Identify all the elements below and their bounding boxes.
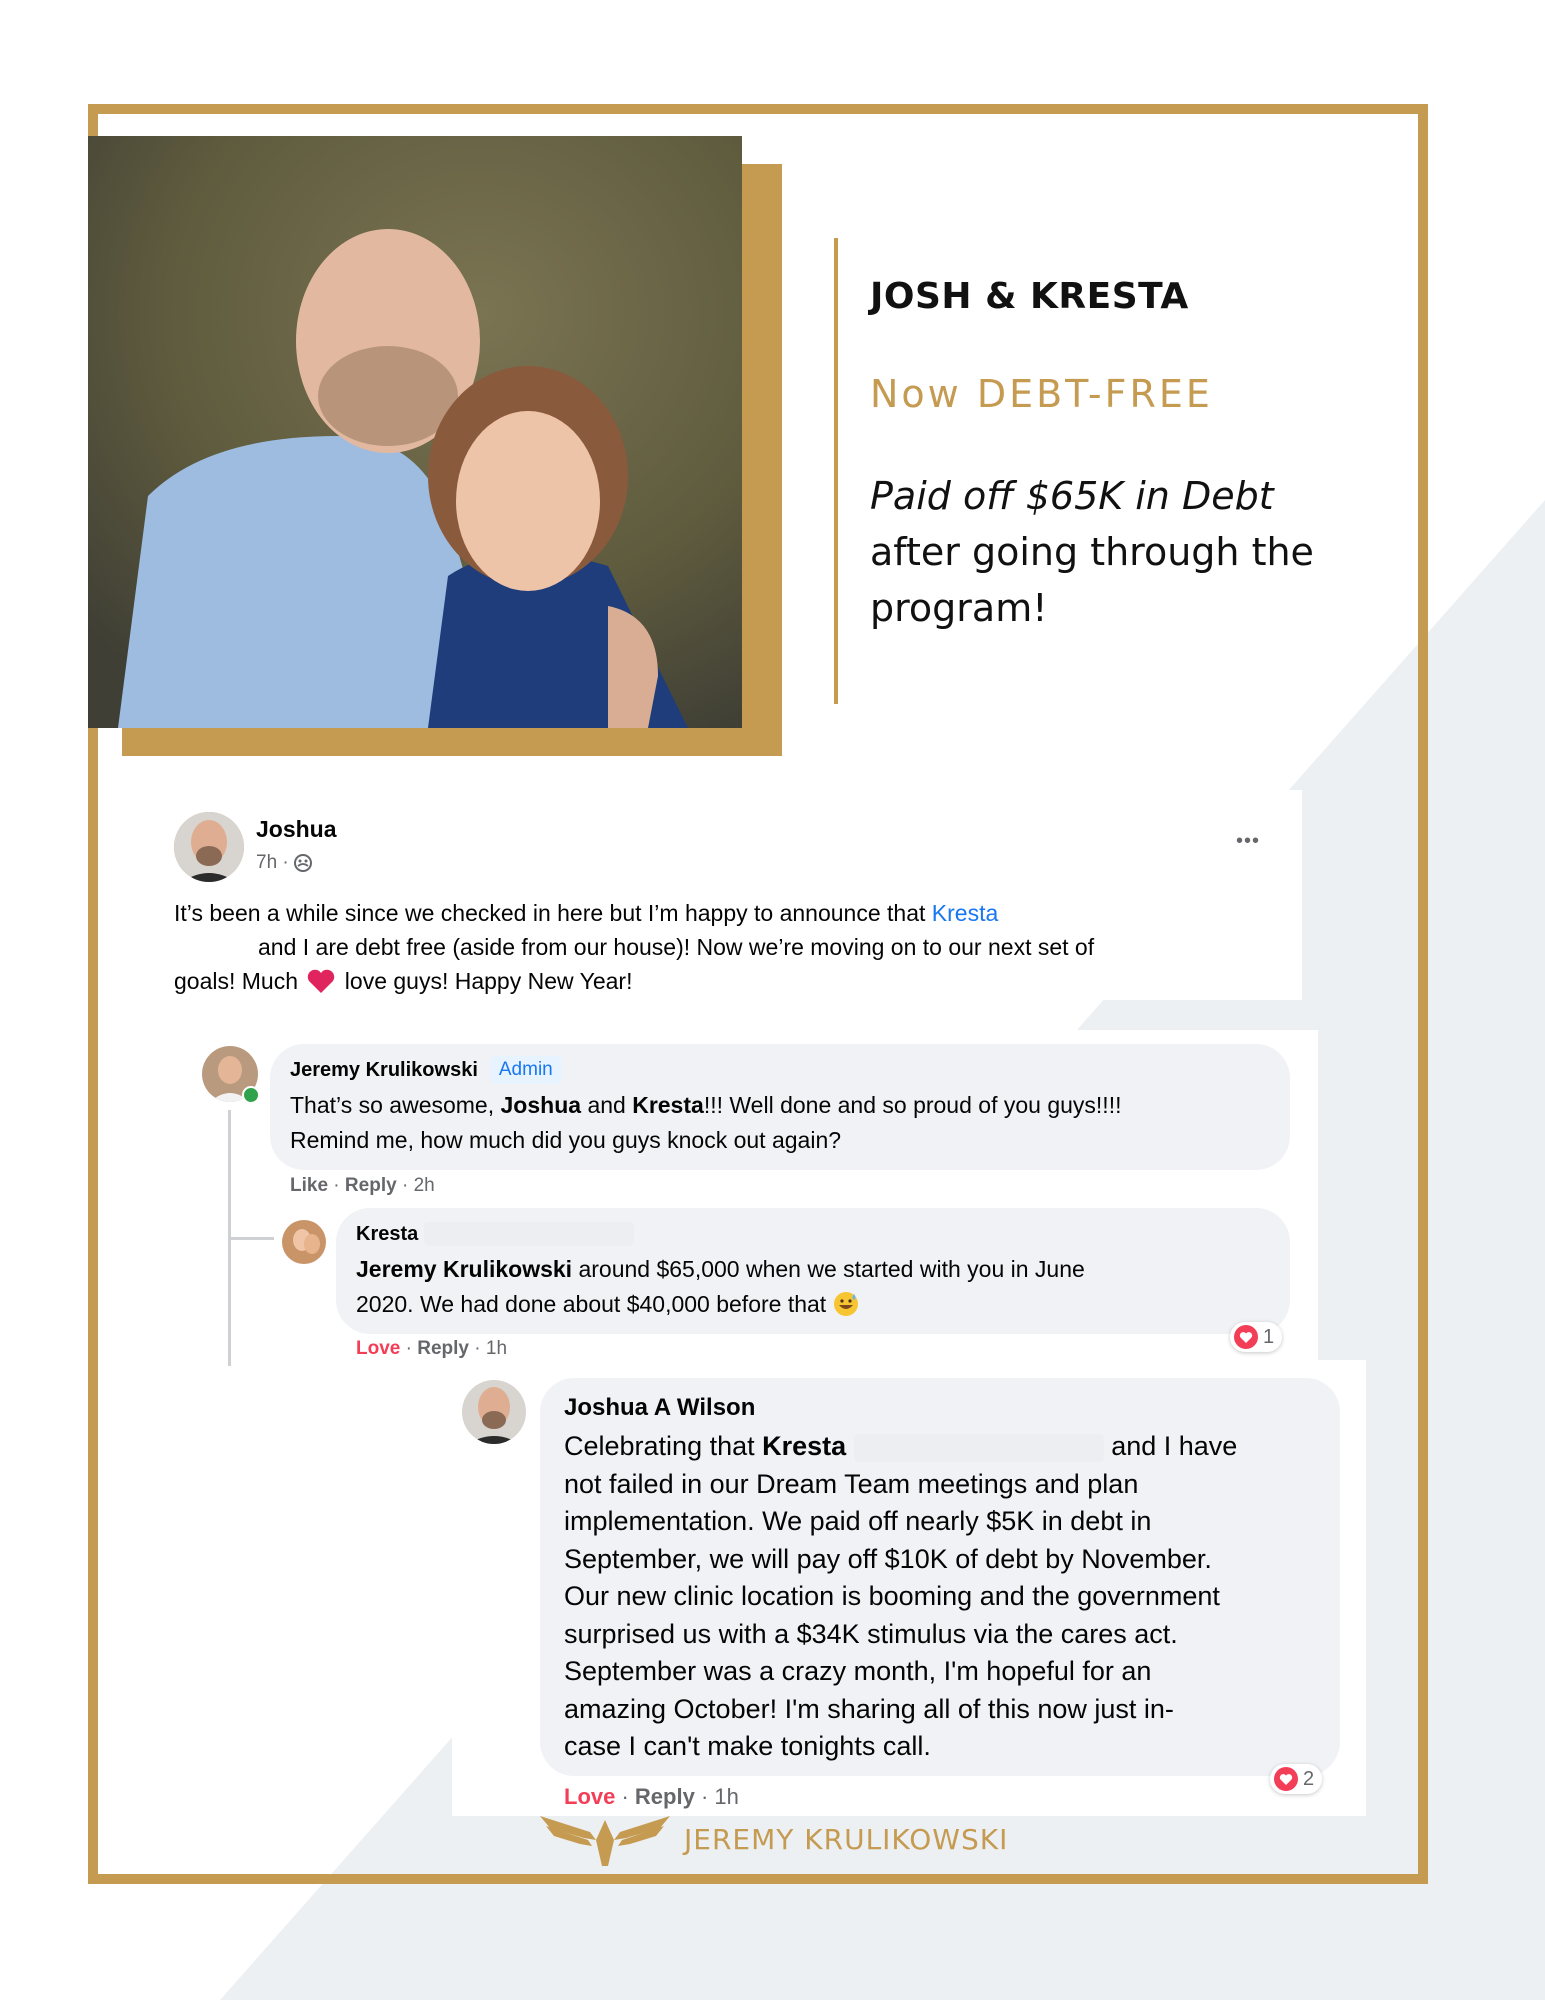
comment-author[interactable]: Joshua A Wilson [564,1394,756,1421]
comment-time: 1h [485,1338,508,1359]
love-button[interactable]: Love [356,1338,401,1359]
reaction-count[interactable] [1230,1322,1282,1352]
comment-author[interactable]: Kresta [356,1222,419,1245]
reaction-number: 2 [1303,1767,1315,1790]
debt-status: Now DEBT-FREE [870,372,1213,416]
post-author-name[interactable]: Joshua [256,816,337,842]
online-dot [242,1086,260,1104]
comment-line: case I can't make tonights call. [564,1731,931,1761]
like-button[interactable]: Like [290,1175,329,1196]
comment-line: not failed in our Dream Team meetings and plan [564,1468,1139,1499]
post-text-line1: It’s been a while since we checked in here but I’m happy to announce that [174,900,926,926]
reply-button[interactable]: Reply [344,1175,397,1196]
comment-actions [356,1338,507,1360]
paid-off-rest: after going through the program! [870,530,1314,630]
reply-button[interactable]: Reply [417,1338,469,1359]
love-button[interactable]: Love [564,1784,616,1809]
post-text-line3a: goals! Much [174,968,299,994]
redacted-name [854,1434,1104,1462]
brand-name: JEREMY KRULIKOWSKI [684,1822,1009,1856]
mention-jeremy[interactable]: Jeremy Krulikowski [356,1256,573,1282]
reaction-number: 1 [1263,1325,1275,1348]
separator: · [615,1784,635,1809]
paid-off-text [870,468,1390,636]
comment-text-b: and I have [1111,1431,1238,1461]
comment-line: September, we will pay off $10K of debt by November. [564,1543,1212,1574]
separator: · [400,1338,418,1359]
post-author-avatar[interactable] [174,812,244,882]
comment-actions [564,1784,739,1810]
comment-text [290,1088,1280,1158]
comment-line: surprised us with a $34K stimulus via the cares act. [564,1618,1178,1649]
mention-kresta[interactable]: Kresta [931,900,999,926]
comment-bubble-joshua [540,1378,1340,1776]
couple-photo [88,136,742,728]
post-meta [256,852,313,874]
comment-text-a: That’s so awesome, [290,1092,495,1118]
separator: · [694,1784,715,1809]
comment-text-a: around $65,000 when we started with you in June [578,1256,1085,1282]
comment-text-b: 2020. We had done about $40,000 before that [356,1291,827,1317]
comment-text [564,1428,1334,1766]
post-time[interactable]: 7h · [256,852,289,873]
comment-line: amazing October! I'm sharing all of this now just in- [564,1693,1174,1724]
separator: · [396,1175,414,1196]
admin-badge: Admin [490,1056,562,1084]
kresta-avatar[interactable] [282,1220,326,1264]
comment-line: Our new clinic location is booming and the government [564,1581,1220,1611]
separator: · [469,1338,486,1359]
separator: · [328,1175,345,1196]
comment-bubble-kresta [336,1208,1290,1334]
couple-names: JOSH & KRESTA [870,276,1189,317]
comment-bubble-jeremy [270,1044,1290,1170]
redacted-name [424,1222,634,1246]
post-text-line3b: love guys! Happy New Year! [344,968,633,994]
reaction-count[interactable] [1270,1764,1322,1794]
divider-line [834,238,838,704]
comment-bold-joshua: Joshua [500,1092,582,1118]
eagle-logo-icon [540,1810,670,1868]
comment-text [356,1252,1276,1322]
thread-branch [228,1237,274,1240]
comment-time: 2h [413,1175,435,1196]
comment-time: 1h [714,1784,739,1809]
post-body [174,896,1274,998]
comment-line: implementation. We paid off nearly $5K in debt in [564,1506,1152,1536]
comment-bold-kresta: Kresta [632,1092,704,1118]
comment-line: September was a crazy month, I'm hopeful for an [564,1656,1152,1686]
more-icon[interactable]: ••• [1236,830,1261,852]
heart-emoji-icon [306,968,336,994]
paid-off-amount: Paid off $65K in Debt [870,474,1274,518]
comment-text-c: !!! Well done and so proud of you guys!!!! [703,1092,1122,1118]
comment-author[interactable]: Jeremy Krulikowski [290,1058,478,1081]
reply-button[interactable]: Reply [634,1784,695,1809]
post-text-line2: and I are debt free (aside from our house)! Now we’re moving on to our next set of [258,934,1095,960]
love-reaction-icon [1234,1325,1258,1349]
love-reaction-icon [1274,1767,1298,1791]
comment-text-b: and [587,1092,626,1118]
comment-text-d: Remind me, how much did you guys knock out again? [290,1127,842,1153]
friends-icon [293,853,313,873]
comment-text-a: Celebrating that [564,1431,755,1461]
joshua-avatar[interactable] [462,1380,526,1444]
grinning-sweat-emoji-icon [833,1291,859,1317]
brand-footer [540,1810,1008,1868]
comment-bold-kresta: Kresta [762,1431,847,1461]
comment-actions [290,1175,435,1197]
